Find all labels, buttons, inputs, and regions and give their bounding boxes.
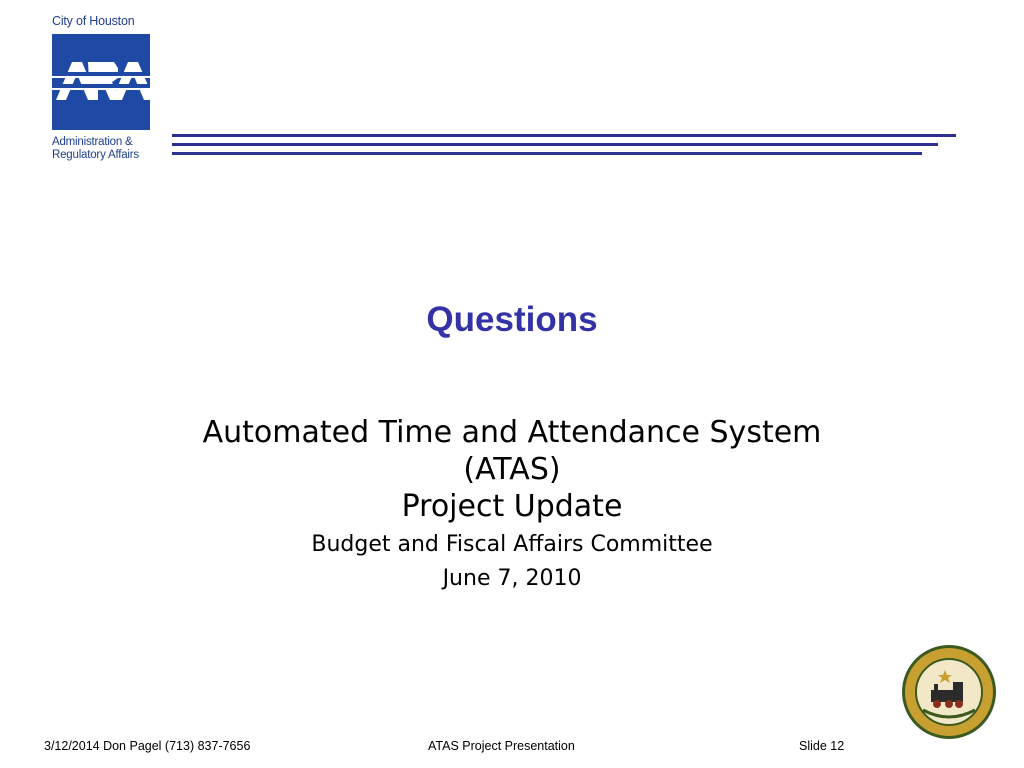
ara-logo <box>52 34 150 130</box>
slide-title: Questions <box>426 300 598 339</box>
slide-main-text <box>100 414 924 525</box>
footer-presentation-title: ATAS Project Presentation <box>428 739 575 753</box>
logo-department-label <box>52 136 139 162</box>
city-seal-graphic <box>901 644 997 740</box>
ara-logo-mark <box>52 34 150 130</box>
logo-department-line1: Administration & <box>52 136 133 148</box>
footer-slide-number: Slide 12 <box>799 739 845 753</box>
main-line-3: Project Update <box>401 489 623 524</box>
header-rule-1 <box>172 134 956 137</box>
logo-department-line2: Regulatory Affairs <box>52 149 139 161</box>
slide-subtitle-date: June 7, 2010 <box>442 566 582 591</box>
logo-city-label: City of Houston <box>52 14 135 28</box>
city-seal <box>901 644 997 740</box>
header-rule-3 <box>172 152 922 155</box>
footer-date-contact: 3/12/2014 Don Pagel (713) 837-7656 <box>44 739 251 753</box>
main-line-1: Automated Time and Attendance System <box>202 415 822 450</box>
main-line-2: (ATAS) <box>463 452 561 487</box>
header-rule-2 <box>172 143 938 146</box>
slide-subtitle-committee: Budget and Fiscal Affairs Committee <box>311 532 713 557</box>
